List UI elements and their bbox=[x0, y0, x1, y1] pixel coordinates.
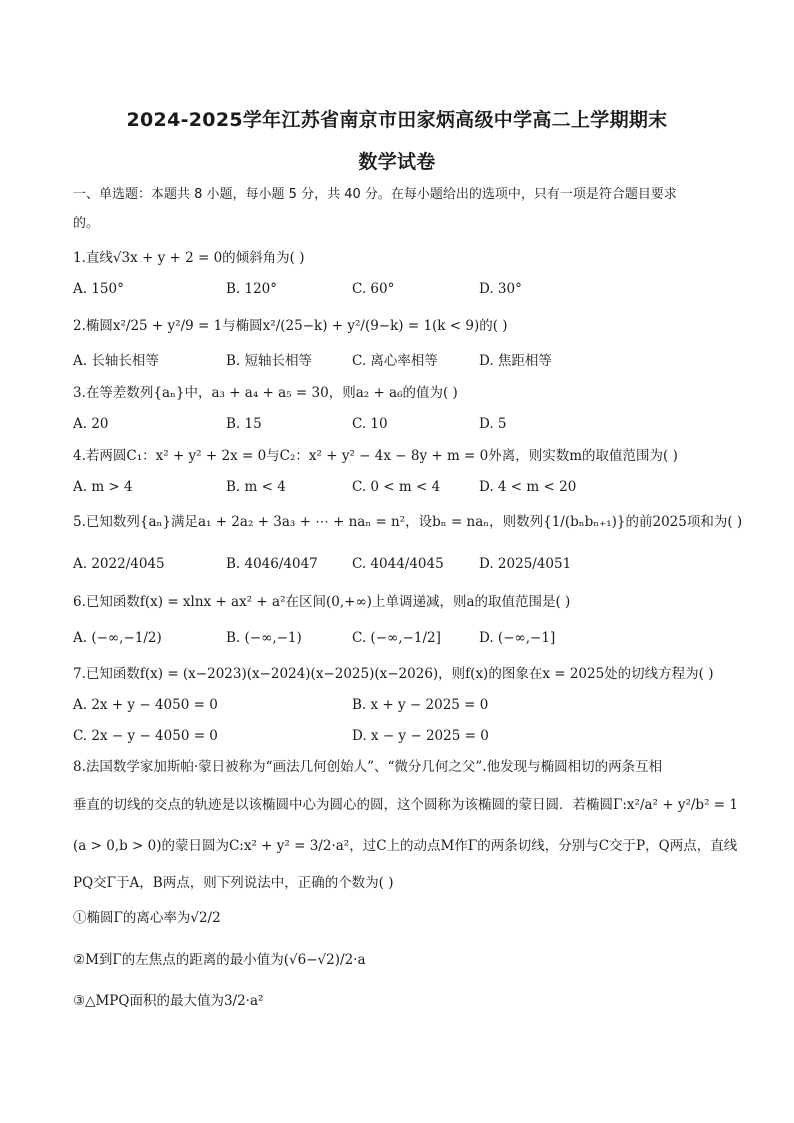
exam-title: 2024-2025学年江苏省南京市田家炳高级中学高二上学期期末 bbox=[126, 109, 668, 131]
q2-option-a: A. 长轴长相等 bbox=[73, 353, 159, 369]
q4-option-c: C. 0 < m < 4 bbox=[352, 479, 441, 495]
question-3-stem: 3.在等差数列{aₙ}中，a₃ + a₄ + a₅ = 30，则a₂ + a₆的值为( ) bbox=[73, 385, 458, 401]
question-8-stem-line1: 8.法国数学家加斯帕·蒙日被称为“画法几何创始人”、“微分几何之父”.他发现与椭圆相切的两条互相 bbox=[73, 759, 663, 775]
section-heading: 一、单选题：本题共 8 小题，每小题 5 分，共 40 分。在每小题给出的选项中，只有一项是符合题目要求 bbox=[73, 187, 677, 202]
q6-option-c: C. (−∞,−1/2] bbox=[352, 630, 441, 646]
q3-option-c: C. 10 bbox=[352, 416, 388, 432]
q3-option-a: A. 20 bbox=[73, 416, 109, 432]
question-5-stem: 5.已知数列{aₙ}满足a₁ + 2a₂ + 3a₃ + ⋯ + naₙ = n²，设bₙ = naₙ，则数列{1/(bₙbₙ₊₁)}的前2025项和为( ) bbox=[73, 514, 743, 530]
question-8-stem-line4: PQ交Γ于A，B两点，则下列说法中，正确的个数为( ) bbox=[73, 875, 394, 891]
question-1-stem: 1.直线√3x + y + 2 = 0的倾斜角为( ) bbox=[73, 250, 305, 266]
q8-statement-1: ①椭圆Γ的离心率为√2/2 bbox=[73, 910, 221, 926]
q7-option-c: C. 2x − y − 4050 = 0 bbox=[73, 728, 218, 744]
q1-option-d: D. 30° bbox=[479, 281, 522, 297]
q1-option-a: A. 150° bbox=[73, 281, 124, 297]
q5-option-c: C. 4044/4045 bbox=[352, 556, 444, 572]
q7-option-b: B. x + y − 2025 = 0 bbox=[352, 697, 489, 713]
question-4-stem: 4.若两圆C₁：x² + y² + 2x = 0与C₂：x² + y² − 4x − 8y + m = 0外离，则实数m的取值范围为( ) bbox=[73, 448, 678, 464]
q6-option-a: A. (−∞,−1/2) bbox=[73, 630, 162, 646]
question-2-stem: 2.椭圆x²/25 + y²/9 = 1与椭圆x²/(25−k) + y²/(9−k) = 1(k < 9)的( ) bbox=[73, 318, 508, 334]
q4-option-b: B. m < 4 bbox=[226, 479, 286, 495]
q8-statement-3: ③△MPQ面积的最大值为3/2·a² bbox=[73, 993, 264, 1009]
q6-option-d: D. (−∞,−1] bbox=[479, 630, 556, 646]
q7-option-a: A. 2x + y − 4050 = 0 bbox=[73, 697, 218, 713]
q1-option-c: C. 60° bbox=[352, 281, 395, 297]
question-8-stem-line3: (a > 0,b > 0)的蒙日圆为C:x² + y² = 3/2·a²，过C上的动点M作Γ的两条切线，分别与C交于P，Q两点，直线 bbox=[73, 838, 738, 854]
q3-option-b: B. 15 bbox=[226, 416, 262, 432]
question-8-stem-line2: 垂直的切线的交点的轨迹是以该椭圆中心为圆心的圆，这个圆称为该椭圆的蒙日圆．若椭圆Γ:x²/a² + y²/b² = 1 bbox=[73, 797, 738, 813]
q4-option-a: A. m > 4 bbox=[73, 479, 133, 495]
q5-option-b: B. 4046/4047 bbox=[226, 556, 318, 572]
q7-option-d: D. x − y − 2025 = 0 bbox=[352, 728, 489, 744]
q6-option-b: B. (−∞,−1) bbox=[226, 630, 302, 646]
q4-option-d: D. 4 < m < 20 bbox=[479, 479, 577, 495]
q5-option-a: A. 2022/4045 bbox=[73, 556, 165, 572]
section-heading-cont: 的。 bbox=[73, 216, 100, 231]
exam-subtitle: 数学试卷 bbox=[358, 151, 436, 173]
q1-option-b: B. 120° bbox=[226, 281, 278, 297]
q8-statement-2: ②M到Γ的左焦点的距离的最小值为(√6−√2)/2·a bbox=[73, 952, 366, 968]
q2-option-d: D. 焦距相等 bbox=[479, 353, 552, 369]
q2-option-c: C. 离心率相等 bbox=[352, 353, 438, 369]
q2-option-b: B. 短轴长相等 bbox=[226, 353, 313, 369]
q3-option-d: D. 5 bbox=[479, 416, 507, 432]
q5-option-d: D. 2025/4051 bbox=[479, 556, 572, 572]
question-6-stem: 6.已知函数f(x) = xlnx + ax² + a²在区间(0,+∞)上单调递减，则a的取值范围是( ) bbox=[73, 594, 571, 610]
question-7-stem: 7.已知函数f(x) = (x−2023)(x−2024)(x−2025)(x−2026)，则f(x)的图象在x = 2025处的切线方程为( ) bbox=[73, 666, 714, 682]
